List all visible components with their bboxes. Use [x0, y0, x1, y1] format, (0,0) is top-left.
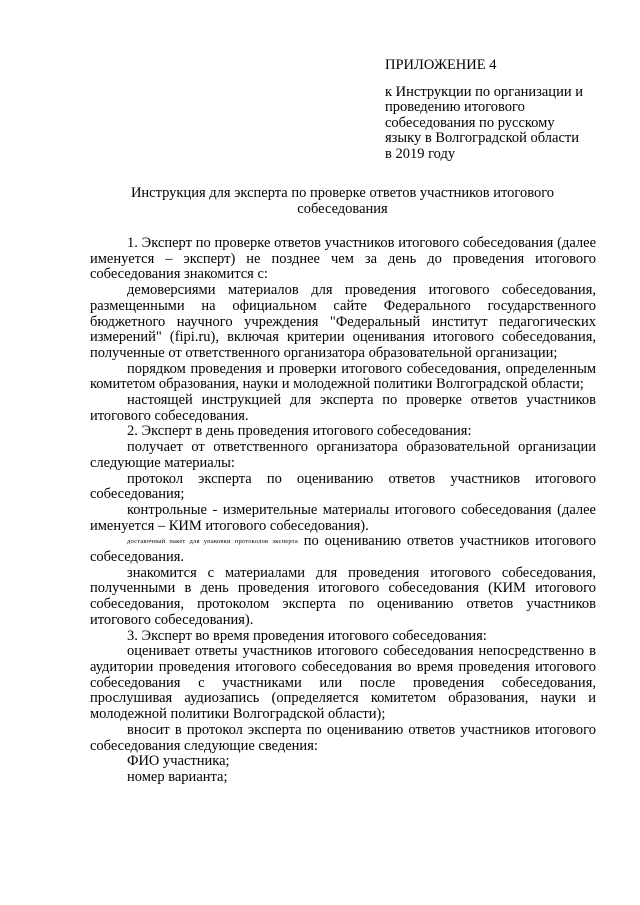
appendix-block	[385, 58, 610, 162]
document-title-line: собеседования	[297, 200, 388, 217]
paragraph-1: 1. Эксперт по проверке ответов участников итогового собеседования (далее именуется – эксперт) не позднее чем за день до проведения итогового собеседования знакомится с:	[90, 235, 596, 283]
appendix-line: в 2019 году	[385, 145, 456, 162]
paragraph-7: протокол эксперта по оцениванию ответов участников итогового собеседования;	[90, 470, 596, 503]
paragraph-12: оценивает ответы участников итогового собеседования непосредственно в аудитории проведения итогового собеседования во время проведения итогового собеседования с участниками или после проведения собеседования, прослушивая аудиозапись (определяется комитетом образования, науки и молодежной политики Волгоградской области);	[90, 643, 596, 723]
paragraph-13: вносит в протокол эксперта по оцениванию ответов участников итогового собеседования следующие сведения:	[90, 721, 596, 754]
document-body	[90, 236, 596, 786]
small-print-text: доставочный пакет для упаковки протоколов эксперта	[127, 538, 298, 546]
appendix-line: к Инструкции по организации и	[385, 83, 583, 100]
paragraph-4: настоящей инструкцией для эксперта по проверке ответов участников итогового собеседования.	[90, 392, 596, 424]
paragraph-2: демоверсиями материалов для проведения итогового собеседования, размещенными на официальном сайте Федерального государственного бюджетного научного учреждения "Федеральный институт педагогических измерений" (fipi.ru), включая критерии оценивания итогового собеседования, полученные от ответственного организатора образовательной организации;	[90, 282, 596, 361]
appendix-line: собеседования по русскому	[385, 114, 555, 131]
appendix-title: ПРИЛОЖЕНИЕ 4	[385, 57, 497, 73]
paragraph-9	[90, 534, 596, 565]
appendix-line: языку в Волгоградской области	[385, 130, 579, 146]
paragraph-14: ФИО участника;	[127, 753, 230, 770]
paragraph-10: знакомится с материалами для проведения итогового собеседования, полученными в день проведения итогового собеседования (КИМ итогового собеседования, протоколом эксперта по оцениванию ответов участников итогового собеседования).	[90, 564, 596, 628]
document-title	[90, 186, 595, 217]
paragraph-3: порядком проведения и проверки итогового собеседования, определенным комитетом образования, науки и молодежной политики Волгоградской области;	[90, 360, 596, 393]
paragraph-6: получает от ответственного организатора образовательной организации следующие материалы:	[90, 439, 596, 471]
paragraph-15: номер варианта;	[127, 768, 228, 785]
document-title-line: Инструкция для эксперта по проверке ответов участников итогового	[130, 185, 555, 201]
paragraph-11: 3. Эксперт во время проведения итогового собеседования:	[127, 627, 487, 644]
paragraph-8: контрольные - измерительные материалы итогового собеседования (далее именуется – КИМ итогового собеседования).	[90, 501, 596, 534]
paragraph-9-text: по оцениванию ответов участников итогового собеседования.	[90, 533, 596, 566]
paragraph-5: 2. Эксперт в день проведения итогового собеседования:	[127, 423, 472, 440]
appendix-line: проведению итогового	[385, 99, 525, 115]
